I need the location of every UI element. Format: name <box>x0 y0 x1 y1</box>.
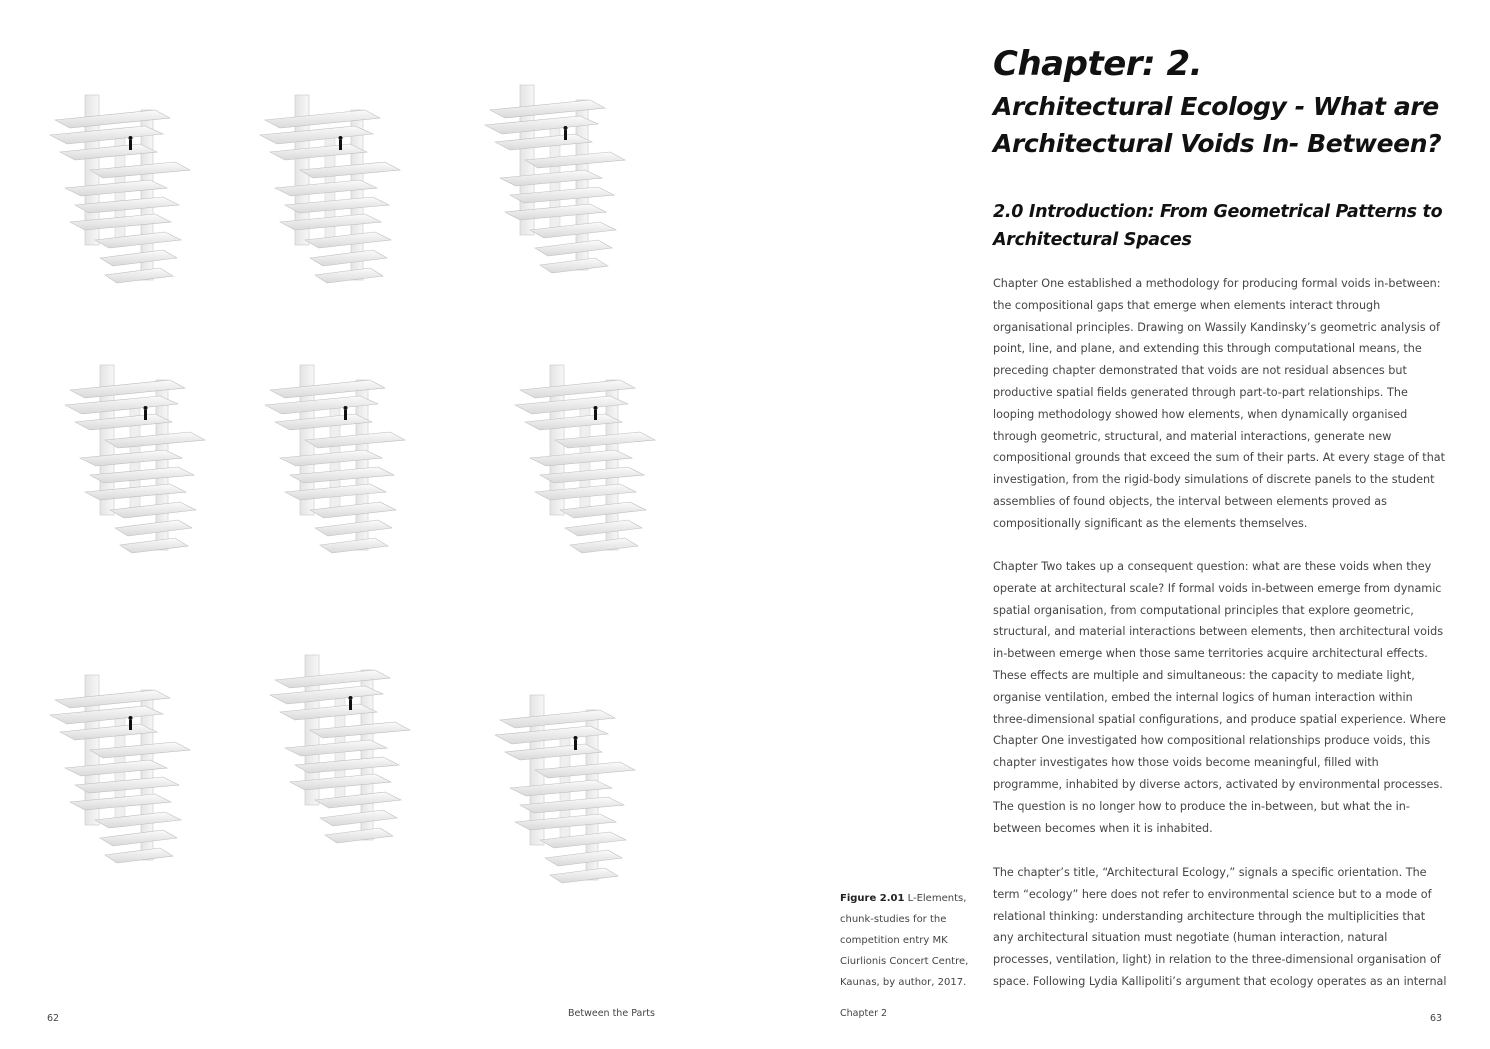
figure-caption-text: L-Elements, chunk-studies for the competition entry MK Ciurlionis Concert Centre, Kaunas, by author, 2017. <box>840 893 969 988</box>
figure-caption-label: Figure 2.01 <box>840 893 905 904</box>
left-running-title: Between the Parts <box>568 1008 655 1019</box>
chapter-title-line1: Architectural Ecology - What are <box>993 92 1439 121</box>
right-running-title: Chapter 2 <box>840 1008 888 1019</box>
left-page-number: 62 <box>47 1013 60 1024</box>
body-paragraph-3: The chapter’s title, “Architectural Ecology,” signals a specific orientation. The term “ecology” here does not refer to environmental science but to a mode of relational thinking: understanding architecture through the multiplicities that any architectural situation must negotiate (human interaction, natural processes, ventilation, light) in relation to the three-dimensional organisation of space. Following Lydia Kallipoliti’s argument that ecology operates as an internal <box>993 866 1447 988</box>
chapter-title-line2: Architectural Voids In- Between? <box>993 129 1442 158</box>
chapter-title <box>993 88 1463 162</box>
right-page-number: 63 <box>1430 1013 1443 1024</box>
l-elements-models-image <box>40 80 660 900</box>
section-title-line1: 2.0 Introduction: From Geometrical Patterns to <box>993 202 1443 222</box>
chapter-label: Chapter: 2. <box>993 44 1203 84</box>
section-title <box>993 198 1463 254</box>
figure-2-01-grid <box>40 80 660 900</box>
figure-caption <box>840 888 980 993</box>
body-paragraph-2: Chapter Two takes up a consequent question: what are these voids when they operate at architectural scale? If formal voids in-between emerge from dynamic spatial organisation, from computational principles that explore geometric, structural, and material interactions between elements, then architectural voids in-between emerge when those same territories acquire architectural effects. These effects are multiple and simultaneous: the capacity to mediate light, organise ventilation, embed the internal logics of human interaction within three-dimensional spatial configurations, and produce spatial experience. Where Chapter One investigated how compositional relationships produce voids, this chapter investigates how those voids become meaningful, filled with programme, inhabited by diverse actors, activated by environmental processes. The question is no longer how to produce the in-between, but what the in-between becomes when it is inhabited. <box>993 560 1446 835</box>
body-paragraph-1: Chapter One established a methodology for producing formal voids in-between: the compositional gaps that emerge when elements interact through organisational principles. Drawing on Wassily Kandinsky’s geometric analysis of point, line, and plane, and extending this through computational means, the preceding chapter demonstrated that voids are not residual absences but productive spatial fields generated through part-to-part relationships. The looping methodology showed how elements, when dynamically organised through geometric, structural, and material interactions, generate new compositional grounds that exceed the sum of their parts. At every stage of that investigation, from the rigid-body simulations of discrete panels to the student assemblies of found objects, the interval between elements proved as compositionally significant as the elements themselves. <box>993 277 1446 530</box>
section-title-line2: Architectural Spaces <box>993 230 1192 250</box>
